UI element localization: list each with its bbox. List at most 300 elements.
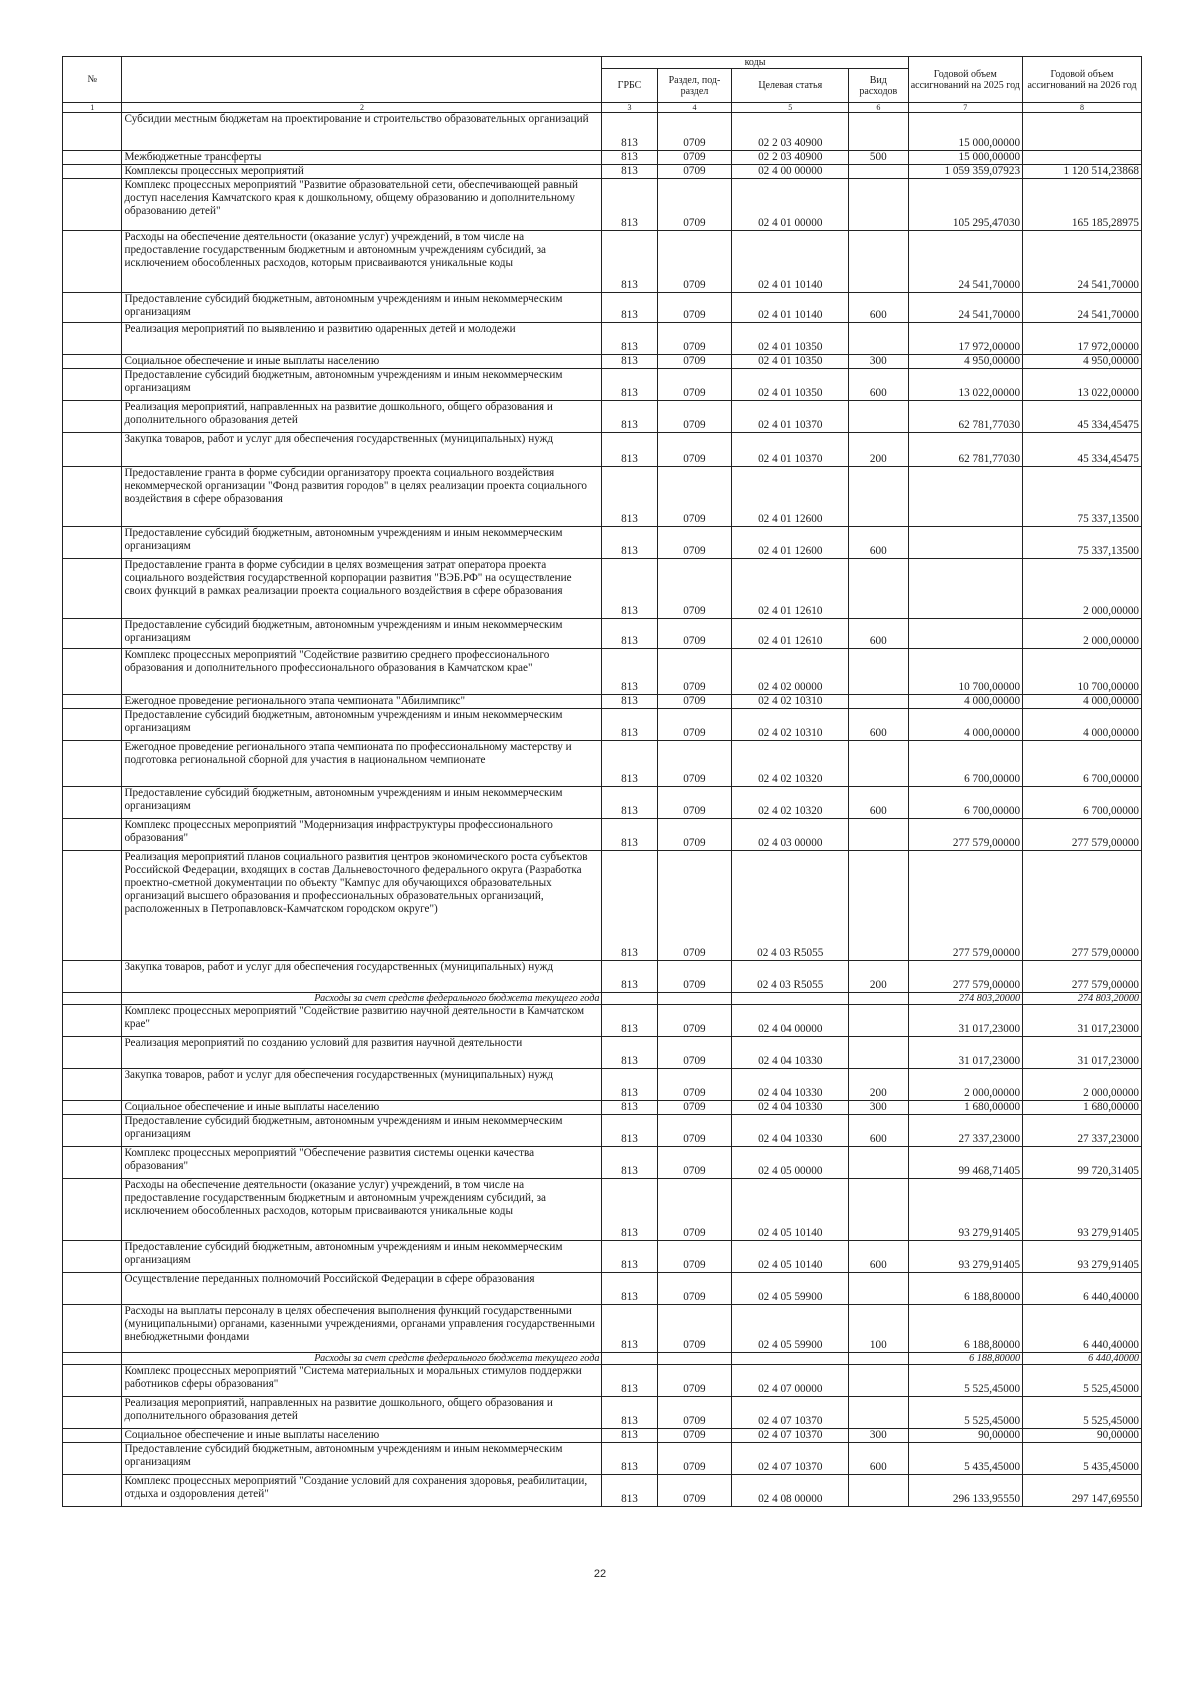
row-section: 0709 [657,1429,732,1443]
row-volume-2025: 296 133,95550 [908,1475,1023,1507]
row-name: Комплексы процессных мероприятий [122,165,602,179]
row-number-cell [63,709,122,741]
row-grbs: 813 [602,1305,657,1353]
row-section: 0709 [657,401,732,433]
row-grbs: 813 [602,401,657,433]
table-row [63,1179,1142,1241]
row-volume-2026: 1 680,00000 [1023,1101,1142,1115]
row-expense-type [849,1475,908,1507]
row-name: Расходы на обеспечение деятельности (оказание услуг) учреждений, в том числе на предоставление государственным бюджетным и автономным учреждениям субсидий, за исключением обособленных расходов, которым присваиваются уникальные коды [122,1179,602,1241]
row-number-cell [63,649,122,695]
row-grbs: 813 [602,787,657,819]
row-number-cell [63,993,122,1005]
row-expense-type: 100 [849,1305,908,1353]
row-number-cell [63,1429,122,1443]
row-target-article: 02 4 01 12600 [732,467,849,527]
row-number-cell [63,1115,122,1147]
row-grbs: 813 [602,433,657,467]
row-section: 0709 [657,709,732,741]
row-volume-2025: 274 803,20000 [908,993,1023,1005]
row-expense-type: 200 [849,1069,908,1101]
row-name: Закупка товаров, работ и услуг для обеспечения государственных (муниципальных) нужд [122,433,602,467]
row-section: 0709 [657,819,732,851]
row-expense-type: 600 [849,1241,908,1273]
row-volume-2025: 31 017,23000 [908,1005,1023,1037]
row-expense-type: 600 [849,1115,908,1147]
column-number: 8 [1023,103,1142,113]
row-target-article: 02 4 00 00000 [732,165,849,179]
row-name: Предоставление субсидий бюджетным, автономным учреждениям и иным некоммерческим организациям [122,787,602,819]
row-volume-2025 [908,619,1023,649]
row-section: 0709 [657,151,732,165]
row-target-article: 02 4 01 10370 [732,401,849,433]
row-target-article: 02 4 02 10320 [732,787,849,819]
row-volume-2025: 277 579,00000 [908,851,1023,961]
row-section: 0709 [657,1397,732,1429]
row-volume-2025: 24 541,70000 [908,231,1023,293]
row-expense-type: 300 [849,1101,908,1115]
row-volume-2025: 62 781,77030 [908,433,1023,467]
column-number: 7 [908,103,1023,113]
row-volume-2025: 4 000,00000 [908,695,1023,709]
row-grbs: 813 [602,1241,657,1273]
row-volume-2025: 6 188,80000 [908,1305,1023,1353]
table-row [63,1443,1142,1475]
row-grbs: 813 [602,709,657,741]
row-volume-2025 [908,527,1023,559]
row-target-article: 02 4 07 10370 [732,1429,849,1443]
row-volume-2026: 13 022,00000 [1023,369,1142,401]
row-grbs: 813 [602,1115,657,1147]
row-name: Предоставление субсидий бюджетным, автономным учреждениям и иным некоммерческим организациям [122,1115,602,1147]
row-volume-2025: 90,00000 [908,1429,1023,1443]
row-expense-type [849,467,908,527]
row-section [657,1353,732,1365]
row-grbs: 813 [602,819,657,851]
row-target-article: 02 4 05 59900 [732,1273,849,1305]
row-name: Субсидии местным бюджетам на проектирование и строительство образовательных организаций [122,113,602,151]
row-section: 0709 [657,1037,732,1069]
row-section: 0709 [657,1005,732,1037]
row-volume-2026: 10 700,00000 [1023,649,1142,695]
row-expense-type: 300 [849,355,908,369]
table-row [63,1273,1142,1305]
row-volume-2026: 5 525,45000 [1023,1365,1142,1397]
row-grbs: 813 [602,1037,657,1069]
row-target-article: 02 2 03 40900 [732,113,849,151]
row-target-article: 02 4 04 10330 [732,1069,849,1101]
row-volume-2026: 75 337,13500 [1023,467,1142,527]
row-volume-2025: 4 000,00000 [908,709,1023,741]
row-number-cell [63,1101,122,1115]
header-target-article: Целевая статья [732,69,849,103]
row-name: Предоставление субсидий бюджетным, автономным учреждениям и иным некоммерческим организациям [122,293,602,323]
row-name: Закупка товаров, работ и услуг для обеспечения государственных (муниципальных) нужд [122,961,602,993]
row-number-cell [63,323,122,355]
row-name: Комплекс процессных мероприятий "Обеспечение развития системы оценки качества образования" [122,1147,602,1179]
table-row [63,1241,1142,1273]
row-target-article: 02 4 04 00000 [732,1005,849,1037]
row-grbs: 813 [602,113,657,151]
row-volume-2026: 1 120 514,23868 [1023,165,1142,179]
row-volume-2026: 4 000,00000 [1023,695,1142,709]
row-volume-2026: 5 435,45000 [1023,1443,1142,1475]
row-section: 0709 [657,1443,732,1475]
table-row [63,851,1142,961]
row-target-article [732,993,849,1005]
row-number-cell [63,165,122,179]
table-row [63,1429,1142,1443]
row-section: 0709 [657,1179,732,1241]
row-volume-2025: 5 525,45000 [908,1365,1023,1397]
row-grbs: 813 [602,231,657,293]
row-volume-2025: 6 700,00000 [908,741,1023,787]
row-section: 0709 [657,231,732,293]
table-row [63,1069,1142,1101]
row-target-article: 02 4 01 12600 [732,527,849,559]
row-volume-2026: 274 803,20000 [1023,993,1142,1005]
row-grbs: 813 [602,165,657,179]
row-number-cell [63,961,122,993]
row-expense-type: 600 [849,527,908,559]
row-volume-2025: 6 188,80000 [908,1273,1023,1305]
row-number-cell [63,369,122,401]
row-volume-2026: 297 147,69550 [1023,1475,1142,1507]
row-volume-2026: 4 000,00000 [1023,709,1142,741]
row-number-cell [63,1241,122,1273]
row-name: Закупка товаров, работ и услуг для обеспечения государственных (муниципальных) нужд [122,1069,602,1101]
federal-budget-row [63,1353,1142,1365]
row-expense-type [849,1179,908,1241]
row-number-cell [63,1365,122,1397]
row-section: 0709 [657,1305,732,1353]
row-number-cell [63,1069,122,1101]
row-section: 0709 [657,851,732,961]
row-volume-2026: 6 440,40000 [1023,1273,1142,1305]
row-target-article: 02 4 03 R5055 [732,851,849,961]
row-volume-2026 [1023,113,1142,151]
row-name: Реализация мероприятий по созданию условий для развития научной деятельности [122,1037,602,1069]
header-volume-2026: Годовой объем ассигнований на 2026 год [1023,57,1142,103]
row-section: 0709 [657,369,732,401]
row-section: 0709 [657,1101,732,1115]
row-name: Реализация мероприятий по выявлению и развитию одаренных детей и молодежи [122,323,602,355]
row-number-cell [63,787,122,819]
row-number-cell [63,559,122,619]
row-volume-2026: 277 579,00000 [1023,961,1142,993]
row-volume-2025: 15 000,00000 [908,151,1023,165]
row-expense-type: 600 [849,709,908,741]
row-grbs: 813 [602,1069,657,1101]
row-section: 0709 [657,179,732,231]
row-volume-2025: 6 188,80000 [908,1353,1023,1365]
row-volume-2025: 5 525,45000 [908,1397,1023,1429]
row-number-cell [63,1273,122,1305]
row-target-article: 02 4 01 12610 [732,619,849,649]
table-row [63,467,1142,527]
table-row [63,527,1142,559]
row-volume-2025: 6 700,00000 [908,787,1023,819]
row-name: Предоставление субсидий бюджетным, автономным учреждениям и иным некоммерческим организациям [122,619,602,649]
row-expense-type [849,819,908,851]
row-grbs: 813 [602,355,657,369]
row-name: Комплекс процессных мероприятий "Развитие образовательной сети, обеспечивающей равный доступ населения Камчатского края к дошкольному, общему образованию и дополнительному образованию детей" [122,179,602,231]
row-expense-type [849,231,908,293]
row-target-article: 02 4 07 00000 [732,1365,849,1397]
row-expense-type [849,1397,908,1429]
table-row [63,113,1142,151]
row-expense-type [849,649,908,695]
row-expense-type: 600 [849,293,908,323]
row-number-cell [63,1179,122,1241]
table-row [63,433,1142,467]
row-volume-2025: 17 972,00000 [908,323,1023,355]
row-expense-type [849,851,908,961]
row-grbs: 813 [602,649,657,695]
row-name: Реализация мероприятий, направленных на развитие дошкольного, общего образования и дополнительного образования детей [122,1397,602,1429]
table-row [63,293,1142,323]
row-volume-2026: 99 720,31405 [1023,1147,1142,1179]
row-volume-2026: 6 440,40000 [1023,1305,1142,1353]
row-number-cell [63,527,122,559]
row-grbs: 813 [602,1443,657,1475]
row-section: 0709 [657,1147,732,1179]
row-target-article: 02 4 07 10370 [732,1443,849,1475]
table-row [63,1147,1142,1179]
row-expense-type [849,1353,908,1365]
row-volume-2025: 10 700,00000 [908,649,1023,695]
row-target-article: 02 4 01 10350 [732,369,849,401]
row-section: 0709 [657,559,732,619]
row-volume-2025: 277 579,00000 [908,819,1023,851]
row-target-article: 02 4 01 10370 [732,433,849,467]
row-target-article: 02 4 01 00000 [732,179,849,231]
row-volume-2025 [908,559,1023,619]
table-row [63,649,1142,695]
row-target-article: 02 4 07 10370 [732,1397,849,1429]
row-number-cell [63,819,122,851]
header-volume-2025: Годовой объем ассигнований на 2025 год [908,57,1023,103]
row-grbs: 813 [602,1147,657,1179]
row-section: 0709 [657,293,732,323]
row-section: 0709 [657,649,732,695]
row-section: 0709 [657,355,732,369]
row-section: 0709 [657,433,732,467]
row-volume-2025: 62 781,77030 [908,401,1023,433]
row-expense-type: 200 [849,961,908,993]
row-volume-2025: 24 541,70000 [908,293,1023,323]
row-grbs: 813 [602,1429,657,1443]
row-volume-2026: 93 279,91405 [1023,1179,1142,1241]
row-number-cell [63,231,122,293]
row-number-cell [63,741,122,787]
table-row [63,323,1142,355]
row-volume-2026: 6 700,00000 [1023,787,1142,819]
row-volume-2025: 15 000,00000 [908,113,1023,151]
table-row [63,369,1142,401]
row-grbs: 813 [602,1101,657,1115]
row-volume-2025: 31 017,23000 [908,1037,1023,1069]
row-expense-type [849,1037,908,1069]
row-volume-2026: 31 017,23000 [1023,1005,1142,1037]
row-expense-type [849,179,908,231]
row-grbs: 813 [602,961,657,993]
row-volume-2025: 93 279,91405 [908,1241,1023,1273]
row-target-article: 02 4 02 10320 [732,741,849,787]
row-number-cell [63,151,122,165]
row-volume-2025: 105 295,47030 [908,179,1023,231]
row-volume-2026: 24 541,70000 [1023,231,1142,293]
table-row [63,1115,1142,1147]
row-name: Ежегодное проведение регионального этапа чемпионата "Абилимпикс" [122,695,602,709]
row-name: Расходы за счет средств федерального бюджета текущего года [122,1353,602,1365]
row-grbs: 813 [602,1179,657,1241]
column-number: 3 [602,103,657,113]
row-volume-2026: 93 279,91405 [1023,1241,1142,1273]
row-name: Комплекс процессных мероприятий "Создание условий для сохранения здоровья, реабилитации, отдыха и оздоровления детей" [122,1475,602,1507]
row-grbs: 813 [602,1397,657,1429]
row-volume-2026: 6 700,00000 [1023,741,1142,787]
table-row [63,1037,1142,1069]
row-number-cell [63,355,122,369]
row-number-cell [63,433,122,467]
row-target-article: 02 4 04 10330 [732,1101,849,1115]
row-name: Комплекс процессных мероприятий "Модернизация инфраструктуры профессионального образования" [122,819,602,851]
row-grbs: 813 [602,323,657,355]
page-number: 22 [593,1568,607,1580]
table-row [63,559,1142,619]
row-volume-2026: 2 000,00000 [1023,619,1142,649]
row-name: Предоставление субсидий бюджетным, автономным учреждениям и иным некоммерческим организациям [122,1443,602,1475]
row-name: Предоставление субсидий бюджетным, автономным учреждениям и иным некоммерческим организациям [122,1241,602,1273]
row-grbs: 813 [602,151,657,165]
row-grbs: 813 [602,179,657,231]
row-volume-2025: 13 022,00000 [908,369,1023,401]
row-volume-2026: 165 185,28975 [1023,179,1142,231]
row-number-cell [63,401,122,433]
row-section [657,993,732,1005]
row-number-cell [63,851,122,961]
row-expense-type [849,165,908,179]
row-number-cell [63,467,122,527]
table-row [63,1397,1142,1429]
row-name: Социальное обеспечение и иные выплаты населению [122,1429,602,1443]
row-section: 0709 [657,1115,732,1147]
row-grbs: 813 [602,1475,657,1507]
row-section: 0709 [657,1069,732,1101]
row-name: Социальное обеспечение и иные выплаты населению [122,355,602,369]
row-name: Межбюджетные трансферты [122,151,602,165]
row-target-article: 02 4 01 10350 [732,323,849,355]
row-target-article: 02 4 08 00000 [732,1475,849,1507]
row-section: 0709 [657,787,732,819]
row-expense-type: 200 [849,433,908,467]
row-volume-2025: 5 435,45000 [908,1443,1023,1475]
row-grbs: 813 [602,369,657,401]
table-row [63,695,1142,709]
table-row [63,961,1142,993]
table-row [63,355,1142,369]
row-name: Комплекс процессных мероприятий "Система материальных и моральных стимулов поддержки работников сферы образования" [122,1365,602,1397]
row-name: Расходы на выплаты персоналу в целях обеспечения выполнения функций государственными (муниципальными) органами, казенными учреждениями, органами управления государственными внебюджетными фондами [122,1305,602,1353]
table-row [63,151,1142,165]
row-volume-2026: 45 334,45475 [1023,401,1142,433]
row-volume-2026: 45 334,45475 [1023,433,1142,467]
column-number: 4 [657,103,732,113]
row-target-article: 02 4 04 10330 [732,1037,849,1069]
column-number: 1 [63,103,122,113]
row-number-cell [63,113,122,151]
row-name: Предоставление гранта в форме субсидии организатору проекта социального воздействия некоммерческой организации "Фонд развития городов" в целях реализации проекта социального воздействия в сфере образования [122,467,602,527]
row-grbs: 813 [602,559,657,619]
row-grbs: 813 [602,619,657,649]
row-section: 0709 [657,165,732,179]
row-name: Реализация мероприятий, направленных на развитие дошкольного, общего образования и дополнительного образования детей [122,401,602,433]
row-section: 0709 [657,1273,732,1305]
row-target-article: 02 4 02 10310 [732,695,849,709]
row-name: Предоставление субсидий бюджетным, автономным учреждениям и иным некоммерческим организациям [122,369,602,401]
table-row [63,1101,1142,1115]
row-name: Социальное обеспечение и иные выплаты населению [122,1101,602,1115]
row-volume-2026: 24 541,70000 [1023,293,1142,323]
row-target-article: 02 4 05 59900 [732,1305,849,1353]
row-section: 0709 [657,1475,732,1507]
row-section: 0709 [657,1241,732,1273]
row-volume-2025: 277 579,00000 [908,961,1023,993]
row-expense-type [849,1365,908,1397]
table-row [63,741,1142,787]
row-volume-2025: 1 680,00000 [908,1101,1023,1115]
row-volume-2025: 93 279,91405 [908,1179,1023,1241]
row-section: 0709 [657,695,732,709]
header-grbs: ГРБС [602,69,657,103]
row-name: Предоставление субсидий бюджетным, автономным учреждениям и иным некоммерческим организациям [122,527,602,559]
row-expense-type [849,1005,908,1037]
header-number: № [63,57,122,103]
row-number-cell [63,1475,122,1507]
row-volume-2026: 75 337,13500 [1023,527,1142,559]
row-target-article: 02 4 01 10350 [732,355,849,369]
row-number-cell [63,1397,122,1429]
row-target-article: 02 4 05 00000 [732,1147,849,1179]
row-target-article: 02 4 03 R5055 [732,961,849,993]
row-volume-2026: 2 000,00000 [1023,559,1142,619]
row-grbs: 813 [602,851,657,961]
row-volume-2026: 27 337,23000 [1023,1115,1142,1147]
row-name: Расходы на обеспечение деятельности (оказание услуг) учреждений, в том числе на предоставление государственным бюджетным и автономным учреждениям субсидий, за исключением обособленных расходов, которым присваиваются уникальные коды [122,231,602,293]
row-section: 0709 [657,1365,732,1397]
row-expense-type [849,993,908,1005]
table-body [63,113,1142,1507]
row-section: 0709 [657,619,732,649]
row-volume-2025: 2 000,00000 [908,1069,1023,1101]
row-target-article: 02 2 03 40900 [732,151,849,165]
row-volume-2026: 2 000,00000 [1023,1069,1142,1101]
row-name: Ежегодное проведение регионального этапа чемпионата по профессиональному мастерству и подготовка региональной сборной для участия в национальном чемпионате [122,741,602,787]
row-target-article: 02 4 03 00000 [732,819,849,851]
row-target-article: 02 4 05 10140 [732,1241,849,1273]
table-row [63,165,1142,179]
row-number-cell [63,1005,122,1037]
row-name: Реализация мероприятий планов социального развития центров экономического роста субъектов Российской Федерации, входящих в состав Дальневосточного федерального округа (Разработка проектно-сметной документации по объекту "Кампус для обучающихся образовательных организаций высшего образования и профессиональных образовательных организаций, расположенных в Петропавловск-Камчатском городском округе") [122,851,602,961]
row-name: Осуществление переданных полномочий Российской Федерации в сфере образования [122,1273,602,1305]
row-grbs: 813 [602,467,657,527]
table-row [63,819,1142,851]
table-row [63,179,1142,231]
row-expense-type: 600 [849,787,908,819]
row-target-article: 02 4 02 00000 [732,649,849,695]
header-name-blank [122,57,602,103]
